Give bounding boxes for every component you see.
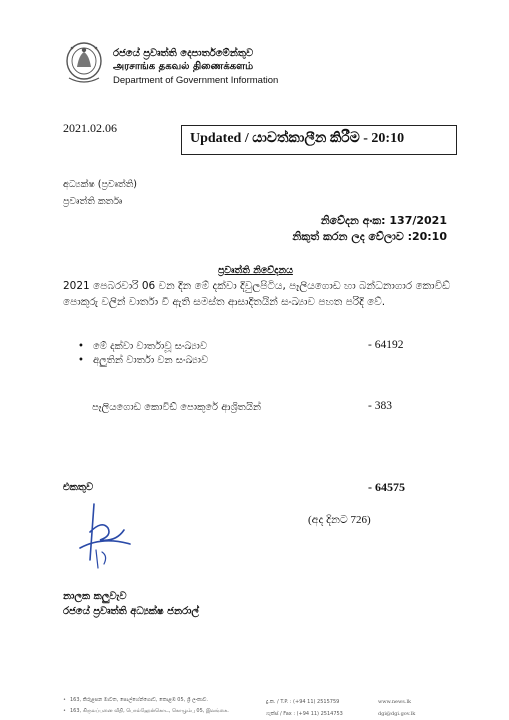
update-banner: Updated / යාවත්කාලීන කිරීම - 20:10 [190,131,405,146]
footer-email-link[interactable]: dgi@dgi.gov.lk [378,711,416,717]
footer-phone: දු.ක. / T.P. : (+94 11) 2515759 [266,699,340,705]
footer-fax: ෆැක්ස් / Fax : (+94 11) 2514753 [266,711,343,717]
addressee-line-2: ප්‍රවෘත්ති කර්තෘ [63,196,123,207]
cluster-contacts-value: - 383 [368,400,392,412]
body-line-2: පොකුරු වලින් වාර්තා වී ඇති සමස්ත ආසාදිතයින් සංඛ්‍යාව පහත පරිදි වේ. [63,296,386,308]
new-cases-label: අලුතින් වාර්තා වන සංඛ්‍යාව [93,355,209,366]
footer-website-link[interactable]: www.news.lk [378,699,412,705]
document-date: 2021.02.06 [63,121,117,135]
dept-name-sinhala: රජයේ ප්‍රවෘත්ති දෙපාර්තමේන්තුව [113,48,254,59]
footer-bullet-icon: • [63,708,66,714]
release-number: නිවේදන අංක: 137/2021 [320,214,447,227]
state-emblem-icon [64,40,104,86]
issue-time: නිකුත් කරන ලද වේලාව :20:10 [292,230,447,243]
dept-name-english: Department of Government Information [113,75,279,86]
today-count: (අද දිනට 726) [308,514,371,526]
total-label: එකතුව [63,482,94,493]
body-line-1: 2021 පෙබරවාරි 06 වන දින මේ දක්වා දිවුලපිටිය, පෑලියගොඩ හා බන්ධනාගාර කොවිඩ් [63,280,450,292]
cluster-contacts-label: පෑලියගොඩ කොවිඩ් පොකුරේ ආශ්‍රිතයින් [92,402,262,413]
reported-total-value: - 64192 [368,339,404,351]
signatory-title: රජයේ ප්‍රවෘත්ති අධ්‍යක්ෂ ජනරාල් [63,606,200,617]
footer-address-tamil: 163, கிருலப்பனை வீதி, பொல்ஹேன்கொட, கொழும்பு 05, இலங்கை. [70,708,229,714]
footer-address-sinhala: 163, කිරුළපන මාවත, පොල්හේන්ගොඩ, කොළඹ 05, ශ්‍රී ලංකාව. [70,697,208,703]
signature-icon [72,500,136,572]
total-value: - 64575 [368,480,405,494]
dept-name-tamil: அரசாங்க தகவல் திணைக்களம் [113,61,254,72]
document-title: ප්‍රවෘත්ති නිවේදනය [218,265,293,276]
footer-bullet-icon: • [63,697,66,703]
reported-total-label: මේ දක්වා වාර්තාවූ සංඛ්‍යාව [93,341,208,352]
bullet-icon: • [78,341,84,352]
bullet-icon: • [78,355,84,366]
signatory-name: නාලක කලුවැව [63,591,127,602]
addressee-line-1: අධ්‍යක්ෂ (ප්‍රවෘත්ති) [63,179,138,190]
